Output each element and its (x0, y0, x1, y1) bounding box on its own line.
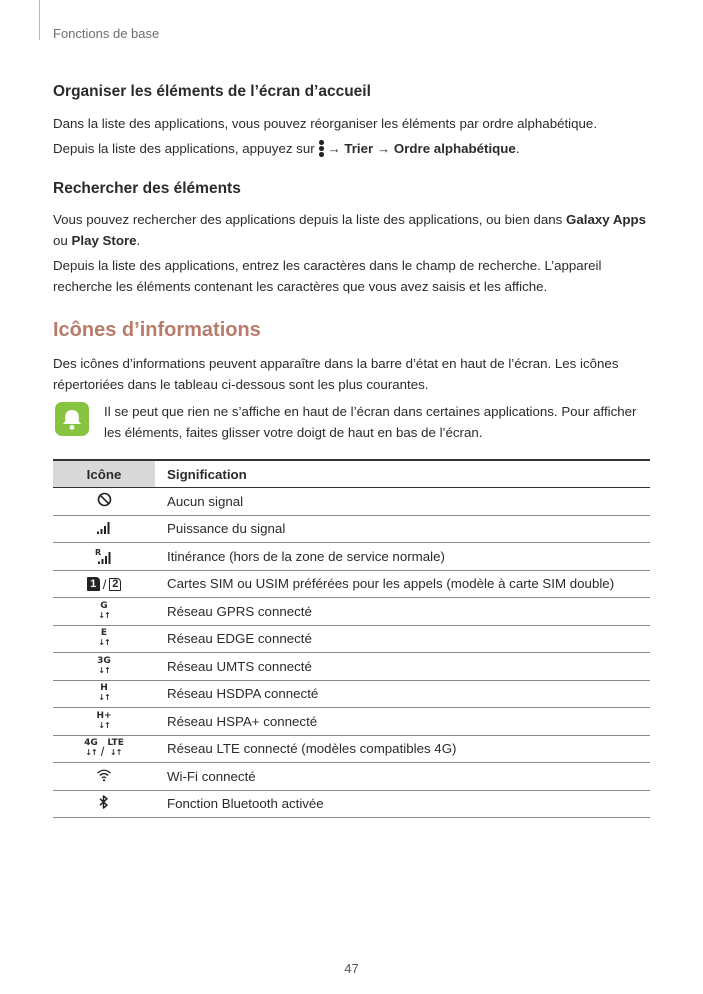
rechercher-paragraph1: Vous pouvez rechercher des applications depuis la liste des applications, ou bien dans Galaxy Apps ou Play Store. (53, 212, 647, 248)
more-options-icon (319, 140, 324, 156)
edge-icon: E ↓↑ (98, 628, 110, 648)
chapter-divider (39, 0, 40, 40)
table-row (53, 680, 650, 708)
table-row (53, 515, 650, 543)
meaning-cell: Itinérance (hors de la zone de service normale) (155, 543, 650, 571)
section-title-rechercher: Rechercher des éléments (53, 180, 241, 197)
bluetooth-icon (99, 795, 109, 812)
section-title-organiser: Organiser les éléments de l’écran d’accueil (53, 83, 371, 100)
roaming-icon: R (95, 548, 113, 564)
hspa-plus-icon: H+ ↓↑ (96, 710, 112, 730)
play-store-label: Play Store (71, 232, 137, 248)
meaning-cell: Fonction Bluetooth activée (155, 790, 650, 818)
table-row: 1 / 2 Cartes SIM ou USIM préférées pour les appels (modèle à carte SIM double) (53, 570, 650, 598)
meaning-cell: Réseau HSPA+ connecté (155, 708, 650, 736)
table-row (53, 708, 650, 736)
table-row (53, 653, 650, 681)
organiser-line2: Depuis la liste des applications, appuyez sur → Trier → Ordre alphabétique. (53, 141, 520, 156)
meaning-cell: Réseau GPRS connecté (155, 598, 650, 626)
note-text: Il se peut que rien ne s’affiche en haut de l’écran dans certaines applications. Pour afficher les éléments, faites glisser votre doigt de haut en bas de l’écran. (104, 404, 637, 440)
note-icon (55, 402, 89, 436)
hsdpa-icon: H ↓↑ (98, 683, 110, 703)
signal-strength-icon (97, 521, 111, 537)
organiser-line1: Dans la liste des applications, vous pouvez réorganiser les éléments par ordre alphabétique. (53, 116, 598, 131)
meaning-cell: Réseau LTE connecté (modèles compatibles 4G) (155, 735, 650, 763)
chapter-title: Fonctions de base (53, 26, 160, 41)
meaning-cell: Réseau UMTS connecté (155, 653, 650, 681)
table-row (53, 598, 650, 626)
meaning-cell: Wi-Fi connecté (155, 763, 650, 791)
4g-icon: 4G ↓↑ (84, 737, 98, 757)
gprs-icon: G ↓↑ (98, 600, 110, 620)
table-row: 4G ↓↑ /LTE ↓↑ Réseau LTE connecté (modèles compatibles 4G) (53, 735, 650, 763)
no-signal-icon (97, 492, 112, 510)
table-row (53, 790, 650, 818)
galaxy-apps-label: Galaxy Apps (566, 212, 647, 227)
table-row (53, 488, 650, 516)
table-row (53, 543, 650, 571)
page-number: 47 (344, 961, 359, 976)
table-row (53, 625, 650, 653)
sim2-icon: 2 (109, 578, 121, 591)
column-header-meaning: Signification (155, 460, 650, 488)
wifi-icon (96, 768, 112, 785)
icones-intro: Des icônes d’informations peuvent apparaître dans la barre d’état en haut de l’écran. Les icônes répertoriées dans le tableau ci-dessous sont les plus courantes. (53, 356, 619, 392)
meaning-cell: Cartes SIM ou USIM préférées pour les appels (modèle à carte SIM double) (155, 570, 650, 598)
meaning-cell: Réseau EDGE connecté (155, 625, 650, 653)
table-header-row (53, 460, 650, 488)
sim1-icon: 1 (87, 577, 100, 591)
lte-icon: LTE ↓↑ (107, 737, 124, 757)
rechercher-paragraph2: Depuis la liste des applications, entrez les caractères dans le champ de recherche. L’appareil recherche les éléments contenant les caractères que vous avez saisis et les affiche. (53, 258, 602, 294)
trier-label: Trier (344, 141, 374, 156)
ordre-alphabetique-label: Ordre alphabétique (393, 141, 516, 156)
column-header-icon: Icône (53, 460, 155, 488)
table-row (53, 763, 650, 791)
section-title-icones: Icônes d’informations (53, 319, 261, 341)
meaning-cell: Aucun signal (155, 488, 650, 516)
info-icons-table (53, 459, 650, 818)
meaning-cell: Réseau HSDPA connecté (155, 680, 650, 708)
umts-icon: 3G ↓↑ (97, 655, 111, 675)
meaning-cell: Puissance du signal (155, 515, 650, 543)
